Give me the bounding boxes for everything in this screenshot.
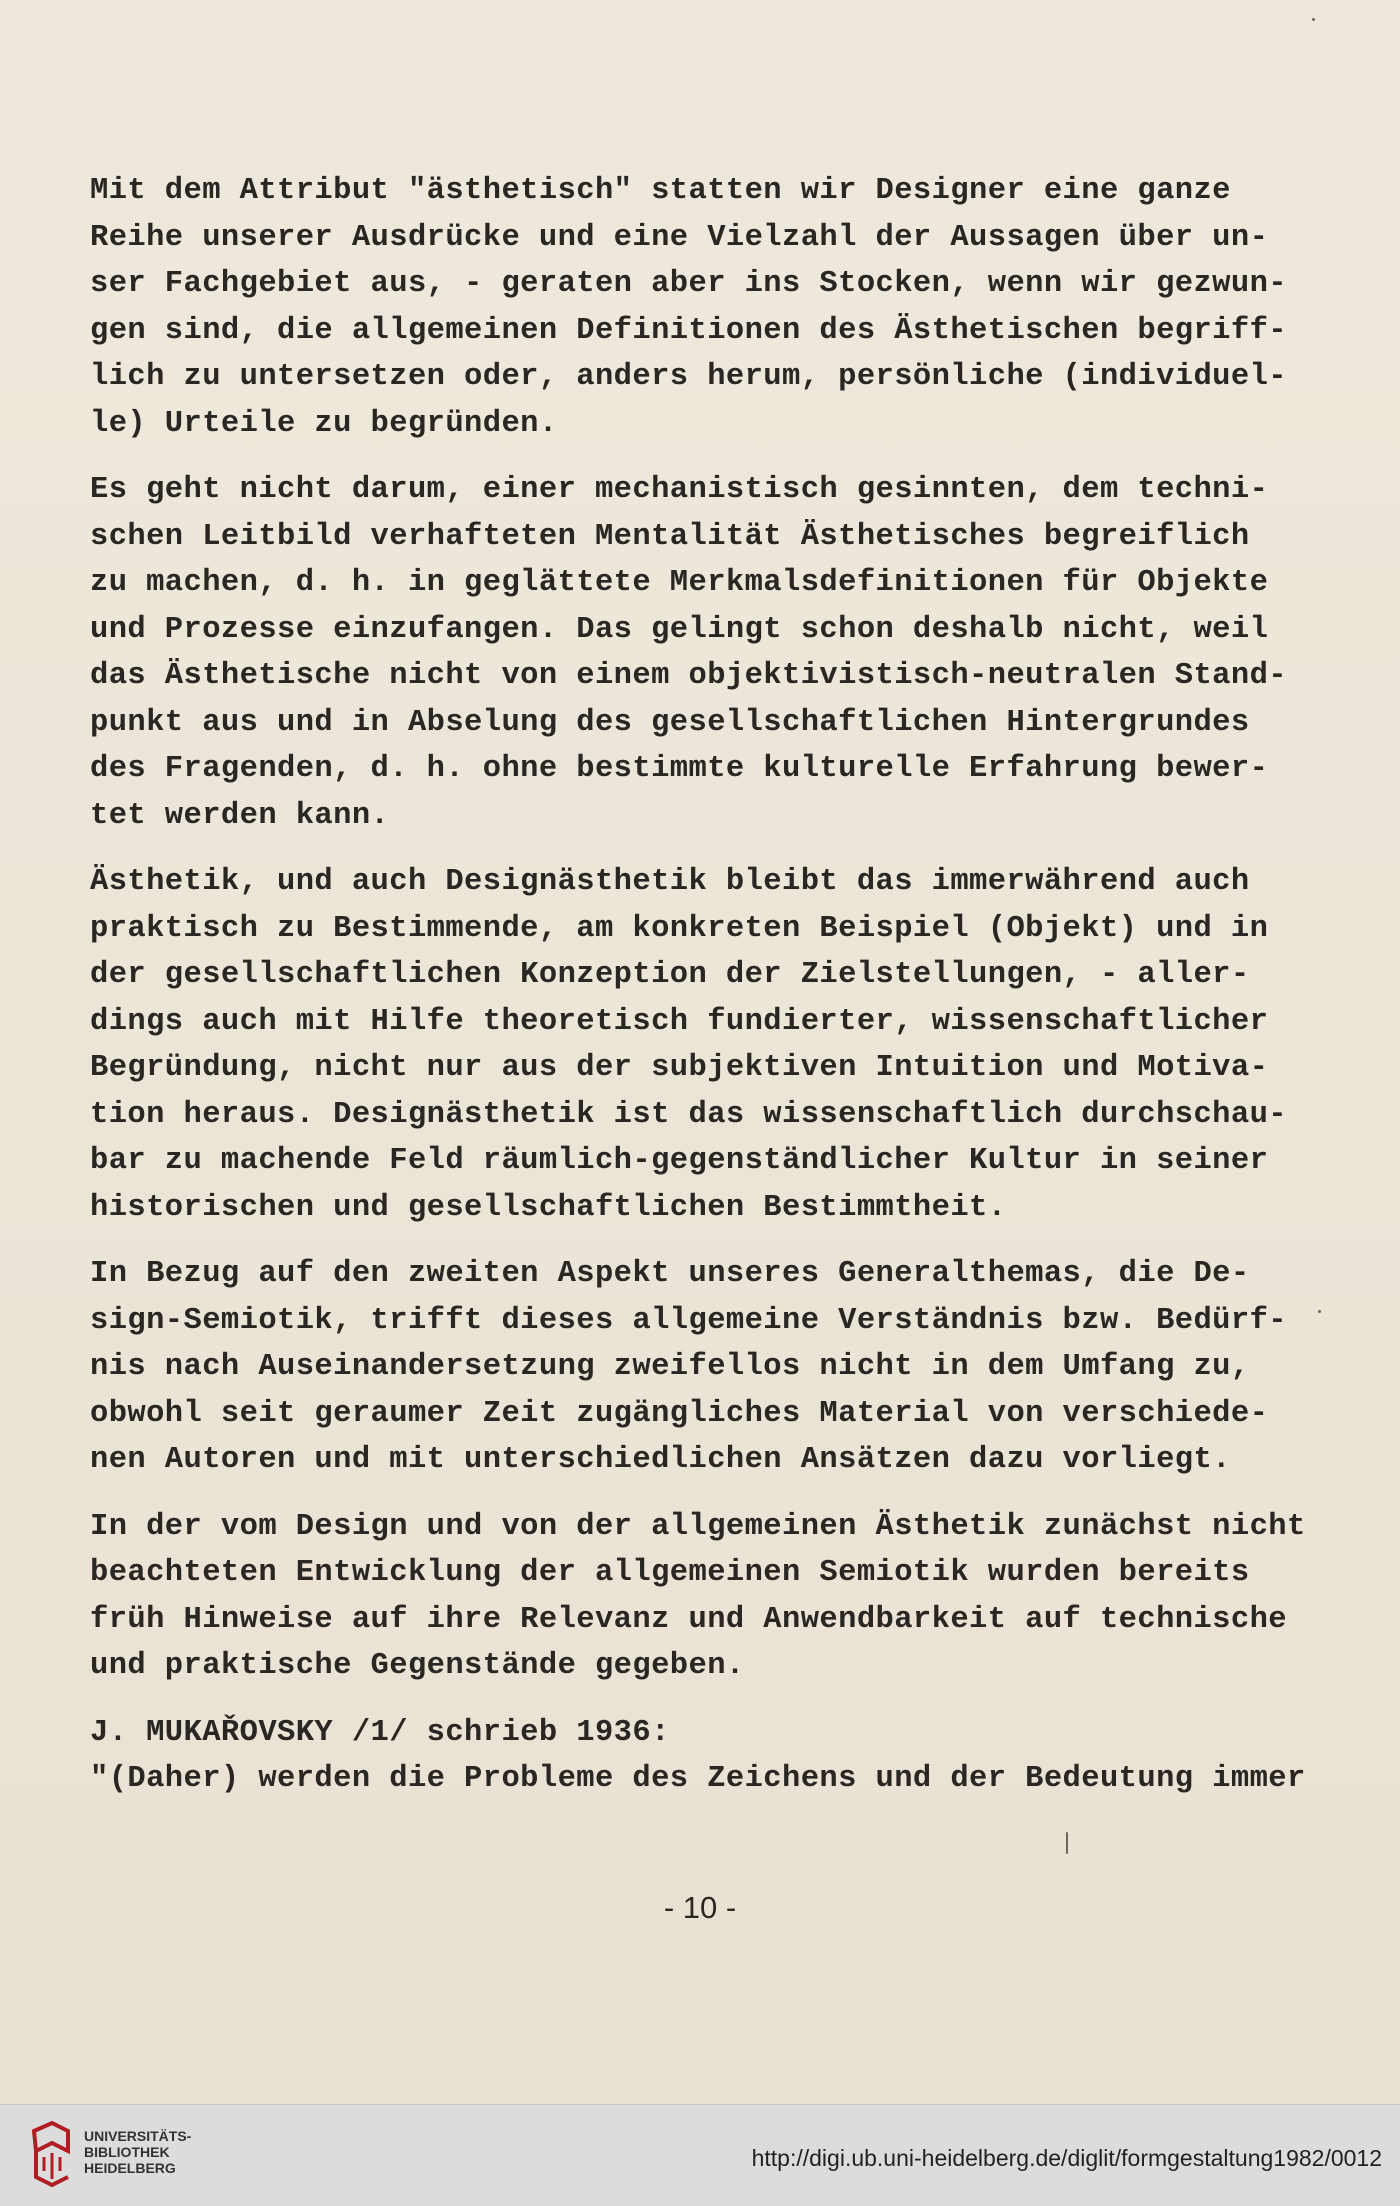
text-line: Ästhetik, und auch Designästhetik bleibt das immerwährend auch — [90, 865, 1250, 899]
text-line: lich zu untersetzen oder, anders herum, persönliche (individuel- — [90, 360, 1287, 394]
text-line: J. MUKAŘOVSKY /1/ schrieb 1936: — [90, 1715, 670, 1750]
paragraph — [90, 467, 1340, 839]
paper-speck — [1312, 18, 1315, 21]
footer-bar — [0, 2104, 1400, 2206]
page-number: - 10 - — [663, 1890, 737, 1925]
paper-speck — [1066, 1832, 1068, 1854]
text-line: früh Hinweise auf ihre Relevanz und Anwendbarkeit auf technische — [90, 1602, 1287, 1637]
paragraph — [90, 168, 1340, 447]
text-line: schen Leitbild verhafteten Mentalität Ästhetisches begreiflich — [90, 519, 1250, 554]
text-line: "(Daher) werden die Probleme des Zeichens und der Bedeutung immer — [90, 1762, 1306, 1796]
body-text — [90, 168, 1340, 1823]
text-line: In Bezug auf den zweiten Aspekt unseres Generalthemas, die De- — [90, 1257, 1250, 1291]
paragraph — [90, 1251, 1340, 1484]
text-line: Es geht nicht darum, einer mechanistisch gesinnten, dem techni- — [90, 473, 1269, 507]
text-line: nen Autoren und mit unterschiedlichen Ansätzen dazu vorliegt. — [90, 1443, 1231, 1477]
text-line: le) Urteile zu begründen. — [90, 406, 558, 441]
text-line: der gesellschaftlichen Konzeption der Zielstellungen, - aller- — [90, 958, 1250, 992]
text-line: Begründung, nicht nur aus der subjektiven Intuition und Motiva- — [90, 1051, 1269, 1085]
text-line: das Ästhetische nicht von einem objektivistisch-neutralen Stand- — [90, 659, 1287, 693]
paragraph — [90, 859, 1340, 1231]
library-name — [84, 2128, 191, 2176]
text-line: obwohl seit geraumer Zeit zugängliches Material von verschiede- — [90, 1396, 1269, 1431]
text-line: In der vom Design und von der allgemeinen Ästhetik zunächst nicht — [90, 1509, 1306, 1544]
source-url-link[interactable]: http://digi.ub.uni-heidelberg.de/diglit/formgestaltung1982/0012 — [751, 2145, 1382, 2171]
text-line: punkt aus und in Abselung des gesellschaftlichen Hintergrundes — [90, 705, 1250, 740]
text-line: bar zu machende Feld räumlich-gegenständlicher Kultur in seiner — [90, 1144, 1269, 1178]
text-line: historischen und gesellschaftlichen Bestimmtheit. — [90, 1190, 1007, 1225]
text-line: beachteten Entwicklung der allgemeinen Semiotik wurden bereits — [90, 1556, 1250, 1590]
paragraph — [90, 1710, 1340, 1803]
text-line: Reihe unserer Ausdrücke und eine Vielzahl der Aussagen über un- — [90, 220, 1269, 255]
text-line: tet werden kann. — [90, 798, 390, 833]
library-name-line: UNIVERSITÄTS- — [84, 2128, 192, 2144]
text-line: ser Fachgebiet aus, - geraten aber ins Stocken, wenn wir gezwun- — [90, 267, 1287, 301]
library-name-line: BIBLIOTHEK — [84, 2144, 170, 2160]
text-line: des Fragenden, d. h. ohne bestimmte kulturelle Erfahrung bewer- — [90, 752, 1269, 786]
text-line: und Prozesse einzufangen. Das gelingt schon deshalb nicht, weil — [90, 612, 1269, 647]
text-line: tion heraus. Designästhetik ist das wissenschaftlich durchschau- — [90, 1097, 1287, 1132]
text-line: dings auch mit Hilfe theoretisch fundierter, wissenschaftlicher — [90, 1004, 1269, 1039]
paragraph — [90, 1504, 1340, 1690]
text-line: nis nach Auseinandersetzung zweifellos nicht in dem Umfang zu, — [90, 1350, 1250, 1384]
text-line: sign-Semiotik, trifft dieses allgemeine Verständnis bzw. Bedürf- — [90, 1303, 1287, 1338]
library-logo-icon — [28, 2121, 74, 2187]
text-line: gen sind, die allgemeinen Definitionen des Ästhetischen begriff- — [90, 313, 1287, 348]
text-line: zu machen, d. h. in geglättete Merkmalsdefinitionen für Objekte — [90, 566, 1269, 600]
text-line: Mit dem Attribut "ästhetisch" statten wir Designer eine ganze — [90, 174, 1231, 208]
text-line: praktisch zu Bestimmende, am konkreten Beispiel (Objekt) und in — [90, 911, 1269, 946]
text-line: und praktische Gegenstände gegeben. — [90, 1649, 745, 1683]
library-name-line: HEIDELBERG — [84, 2160, 176, 2176]
